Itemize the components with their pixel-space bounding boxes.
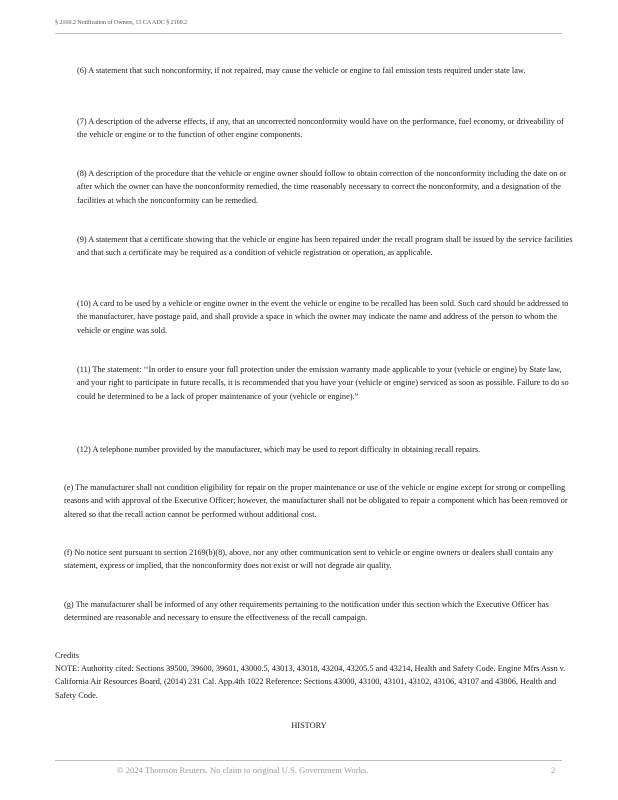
- footer-copyright: © 2024 Thomson Reuters. No claim to original U.S. Government Works.: [117, 765, 369, 775]
- subsection-g: (g) The manufacturer shall be informed of any other requirements pertaining to the notification under this section which the Executive Officer has determined are reasonable and necessary to ensure the effectiveness of the recall campaign.: [64, 600, 549, 623]
- paragraph-9: (9) A statement that a certificate showing that the vehicle or engine has been repaired under the recall program shall be issued by the service facilities and that such a certificate may be required as a condition of vehicle registration or operation, as applicable.: [77, 235, 573, 258]
- paragraph-11: (11) The statement: ‘‘In order to ensure your full protection under the emission warranty made applicable to your (vehicle or engine) by State law, and your right to participate in future recalls, it is recommended that you have your (vehicle or engine) serviced as soon as possible. Failure to do so could be determined to be a lack of proper maintenance of your (vehicle or engine).”: [77, 365, 569, 401]
- paragraph-12: (12) A telephone number provided by the manufacturer, which may be used to report difficulty in obtaining recall repairs.: [77, 445, 481, 454]
- credits-note: NOTE: Authority cited: Sections 39500, 39600, 39601, 43000.5, 43013, 43018, 43204, 43205.5 and 43214, Health and Safety Code. Engine Mfrs Assn v. California Air Resources Board, (2014) 231 Cal. App.4th 1022 Reference: Sections 43000, 43100, 43101, 43102, 43106, 43107 and 43806, Health and Safety Code.: [55, 664, 566, 700]
- credits-heading: Credits: [55, 651, 79, 660]
- paragraph-10: (10) A card to be used by a vehicle or engine owner in the event the vehicle or engine to be recalled has been sold. Such card should be addressed to the manufacturer, have postage paid, and shall provide a space in which the owner may indicate the name and address of the person to whom the vehicle or engine was sold.: [77, 299, 569, 335]
- paragraph-8: (8) A description of the procedure that the vehicle or engine owner should follow to obtain correction of the nonconformity including the date on or after which the owner can have the nonconformity remedied, the time reasonably necessary to correct the nonconformity, and a designation of the facilities at which the nonconformity can be remedied.: [77, 169, 567, 205]
- subsection-e: (e) The manufacturer shall not condition eligibility for repair on the proper maintenance or use of the vehicle or engine except for strong or compelling reasons and with approval of the Executive Officer; however, the manufacturer shall not be obligated to repair a component which has been removed or altered so that the recall action cannot be performed without additional cost.: [64, 483, 568, 519]
- page-number: 2: [551, 765, 556, 775]
- header-divider: [55, 33, 562, 34]
- history-heading: HISTORY: [291, 721, 327, 730]
- paragraph-6: (6) A statement that such nonconformity, if not repaired, may cause the vehicle or engine to fail emission tests required under state law.: [77, 66, 526, 75]
- footer-divider: [55, 760, 562, 761]
- paragraph-7: (7) A description of the adverse effects, if any, that an uncorrected nonconformity would have on the performance, fuel economy, or driveability of the vehicle or engine or to the function of other engine components.: [77, 117, 564, 140]
- running-header-citation: § 2169.2 Notification of Owners, 13 CA ADC § 2169.2: [55, 19, 188, 26]
- subsection-f: (f) No notice sent pursuant to section 2169(b)(8), above, nor any other communication sent to vehicle or engine owners or dealers shall contain any statement, express or implied, that the nonconformity does not exist or will not degrade air quality.: [64, 548, 554, 571]
